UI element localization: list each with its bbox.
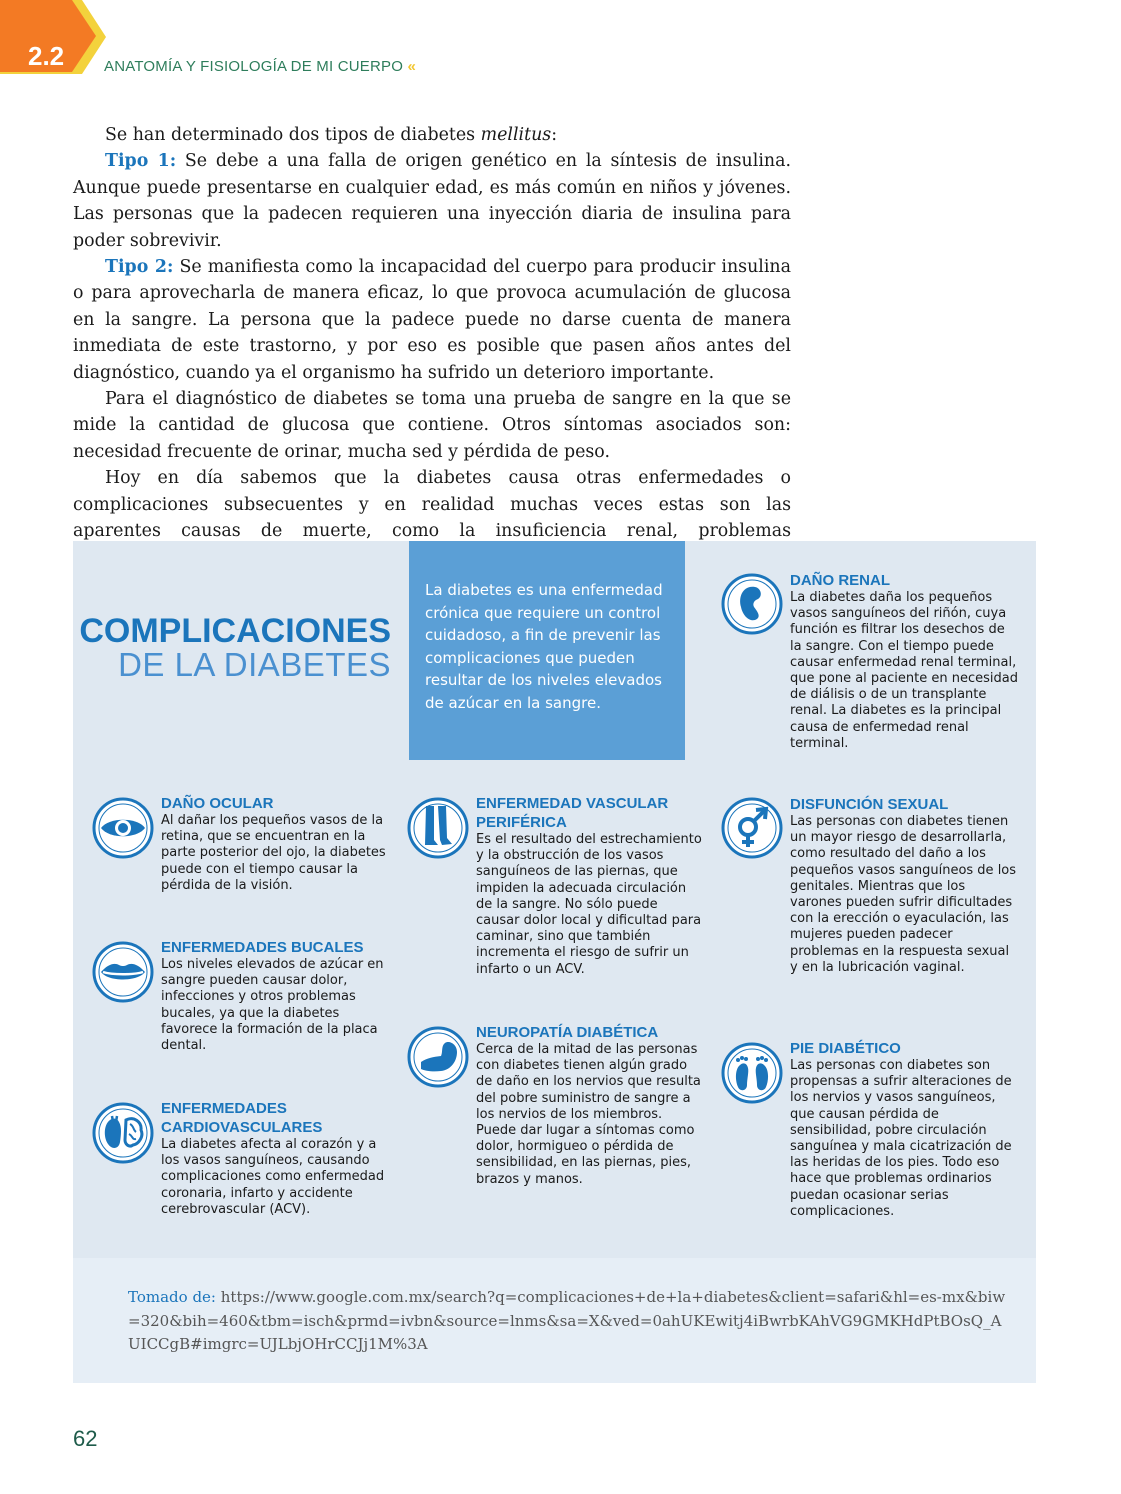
item-text: La diabetes daña los pequeños vasos sanguíneos del riñón, cuya función es filtrar los desechos de la sangre. Con el tiempo puede causar enfermedad renal terminal, que pone al paciente en necesidad de diálisis o de un transplante renal. La diabetes es la principal causa de enfermedad renal terminal. bbox=[790, 590, 1018, 751]
legs-icon bbox=[407, 797, 469, 859]
source-citation bbox=[128, 1286, 1008, 1357]
paragraph-diagnostico: Para el diagnóstico de diabetes se toma una prueba de sangre en la que se mide la cantidad de glucosa que contiene. Otros síntomas asociados son: necesidad frecuente de orinar, mucha sed y pérdida de peso. bbox=[73, 389, 791, 462]
page-number: 62 bbox=[73, 1426, 98, 1451]
source-label: Tomado de: bbox=[128, 1288, 216, 1306]
item-title: PIE DIABÉTICO bbox=[790, 1040, 901, 1057]
item-text: Los niveles elevados de azúcar en sangre pueden causar dolor, infecciones y otros problemas bucales, ya que la diabetes favorece la formación de la placa dental. bbox=[161, 957, 384, 1054]
body-text bbox=[73, 122, 791, 571]
tipo2-label: Tipo 2: bbox=[105, 257, 174, 278]
item-title: DAÑO OCULAR bbox=[161, 795, 274, 812]
kidney-icon bbox=[721, 573, 783, 635]
item-title: ENFERMEDAD VASCULAR PERIFÉRICA bbox=[476, 795, 669, 831]
footprints-icon bbox=[721, 1042, 783, 1104]
item-text: La diabetes afecta al corazón y a los vasos sanguíneos, causando complicaciones como enfermedad coronaria, infarto y accidente cerebrovascular (ACV). bbox=[161, 1137, 385, 1217]
source-url: https://www.google.com.mx/search?q=complicaciones+de+la+diabetes&client=safari&hl=es-mx&biw=320&bih=460&tbm=isch&prmd=ivbn&source=lnms&sa=X&ved=0ahUKEwitj4iBwrbKAhVG9GMKHdPtBOsQ_AUICCgB#imgrc=UJLbjOHrCCJj1M%3A bbox=[128, 1288, 1006, 1353]
item-text: Al dañar los pequeños vasos de la retina, que se encuentran en la parte posterior del ojo, la diabetes puede con el tiempo causar la pérdida de la visión. bbox=[161, 813, 386, 893]
item-text: Las personas con diabetes son propensas a sufrir alteraciones de los nervios y vasos sanguíneos, que causan pérdida de sensibilidad, pobre circulación sanguínea y mala cicatrización de las heridas de los pies. Todo eso hace que problemas ordinarios puedan ocasionar serias complicaciones. bbox=[790, 1058, 1012, 1219]
chevron-left-icon: « bbox=[407, 58, 417, 75]
arm-icon bbox=[407, 1026, 469, 1088]
item-text: Las personas con diabetes tienen un mayor riesgo de desarrollarla, como resultado del daño a los pequeños vasos sanguíneos de los genitales. Mientras que los varones pueden sufrir dificultades con la erección o eyaculación, las mujeres pueden padecer problemas en la respuesta sexual y en la lubricación vaginal. bbox=[790, 814, 1017, 975]
section-number: 2.2 bbox=[28, 41, 65, 71]
paragraph-tipo2: Tipo 2: Se manifiesta como la incapacidad del cuerpo para producir insulina o para aprovecharla de manera eficaz, lo que provoca acumulación de glucosa en la sangre. La persona que la padece puede no darse cuenta de manera inmediata de este trastorno, y por eso es posible que pasen años antes del diagnóstico, cuando ya el organismo ha sufrido un deterioro importante. bbox=[73, 257, 791, 383]
infographic-title bbox=[79, 614, 391, 682]
running-title-text: ANATOMÍA Y FISIOLOGÍA DE MI CUERPO bbox=[104, 58, 404, 75]
eye-icon bbox=[92, 797, 154, 859]
item-title: ENFERMEDADES BUCALES bbox=[161, 939, 364, 956]
item-title: ENFERMEDADES CARDIOVASCULARES bbox=[161, 1100, 323, 1136]
heart-brain-icon bbox=[92, 1102, 154, 1164]
title-line-2: DE LA DIABETES bbox=[118, 646, 391, 683]
item-title: DISFUNCIÓN SEXUAL bbox=[790, 796, 949, 813]
running-title bbox=[104, 58, 416, 75]
item-title: NEUROPATÍA DIABÉTICA bbox=[476, 1024, 659, 1041]
item-text: Cerca de la mitad de las personas con diabetes tienen algún grado de daño en los nervios que resulta del pobre suministro de sangre a los nervios de los miembros. Puede dar lugar a síntomas como dolor, hormigueo o pérdida de sensibilidad, en las piernas, pies, brazos y manos. bbox=[476, 1042, 701, 1187]
lips-icon bbox=[92, 941, 154, 1003]
gender-symbols-icon bbox=[721, 797, 783, 859]
intro-box: La diabetes es una enfermedad crónica que requiere un control cuidadoso, a fin de prevenir las complicaciones que pueden resultar de los niveles elevados de azúcar en la sangre. bbox=[409, 541, 685, 760]
paragraph-complicaciones: Hoy en día sabemos que la diabetes causa otras enfermedades o complicaciones subsecuentes y en realidad muchas veces estas son las aparentes causas de muerte, como la insuficiencia renal, problemas bbox=[73, 468, 791, 542]
emphasis-mellitus: mellitus bbox=[480, 125, 552, 145]
tipo1-label: Tipo 1: bbox=[105, 151, 177, 172]
item-text: Es el resultado del estrechamiento y la obstrucción de los vasos sanguíneos de las piernas, que impiden la adecuada circulación de la sangre. No sólo puede causar dolor local y dificultad para caminar, sino que también incrementa el riesgo de sufrir un infarto o un ACV. bbox=[476, 832, 702, 977]
title-line-1: COMPLICACIONES bbox=[79, 612, 391, 650]
paragraph-intro: Se han determinado dos tipos de diabetes mellitus: bbox=[105, 125, 558, 145]
paragraph-tipo1: Tipo 1: Se debe a una falla de origen genético en la síntesis de insulina. Aunque puede presentarse en cualquier edad, es más común en niños y jóvenes. Las personas que la padecen requieren una inyección diaria de insulina para poder sobrevivir. bbox=[73, 151, 791, 251]
item-title: DAÑO RENAL bbox=[790, 572, 890, 589]
